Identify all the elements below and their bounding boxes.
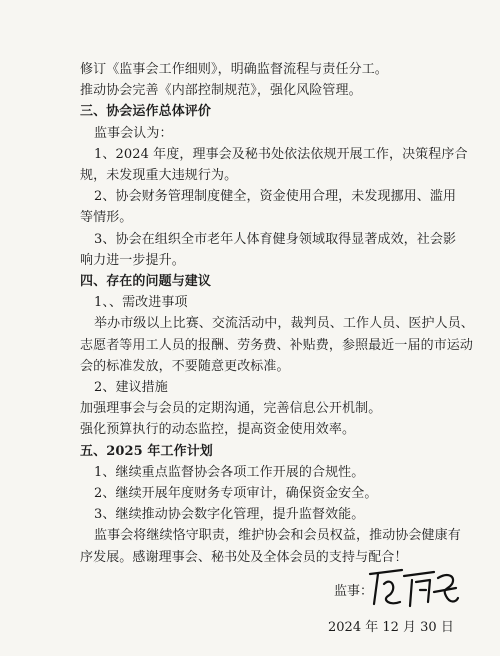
text-line: 3、协会在组织全市老年人体育健身领域取得显著成效，社会影 (94, 231, 457, 247)
handwritten-signature (364, 566, 462, 612)
section-heading: 三、协会运作总体评价 (80, 104, 212, 120)
text-line: 强化预算执行的动态监控，提高资金使用效率。 (80, 422, 356, 438)
text-line: 1、、需改进事项 (94, 295, 188, 311)
text-line: 1、2024 年度，理事会及秘书处依法依规开展工作，决策程序合 (94, 146, 468, 162)
signature-stroke (370, 570, 402, 604)
text-line: 规，未发现重大违规行为。 (80, 168, 238, 183)
section-heading: 四、存在的问题与建议 (80, 274, 212, 289)
text-line: 志愿者等用工人员的报酬、劳务费、补贴费，参照最近一届的市运动 (80, 337, 474, 353)
signature-date: 2024 年 12 月 30 日 (328, 620, 454, 635)
text-line: 推动协会完善《内部控制规范》，强化风险管理。 (80, 83, 362, 99)
text-line: 2、协会财务管理制度健全，资金使用合理，未发现挪用、滥用 (94, 189, 457, 205)
text-line: 修订《监事会工作细则》，明确监督流程与责任分工。 (80, 62, 388, 77)
text-line: 会的标准发放，不要随意更改标准。 (80, 358, 290, 374)
text-line: 举办市级以上比赛、交流活动中，裁判员、工作人员、医护人员、 (94, 316, 474, 332)
text-line: 监事会将继续恪守职责，维护协会和会员权益，推动协会健康有 (94, 528, 461, 544)
text-line: 2、建议措施 (94, 380, 168, 395)
text-line: 1、继续重点监督协会各项工作开展的合规性。 (94, 464, 365, 480)
text-line: 3、继续推动协会数字化管理，提升监督效能。 (94, 507, 365, 523)
text-line: 响力进一步提升。 (80, 252, 185, 268)
text-line: 序发展。感谢理事会、秘书处及全体会员的支持与配合！ (80, 549, 408, 565)
signature-label: 监事： (334, 584, 374, 599)
text-line: 监事会认为： (94, 125, 173, 141)
text-line: 等情形。 (80, 210, 133, 226)
text-line: 2、继续开展年度财务专项审计，确保资金安全。 (94, 486, 378, 501)
text-line: 加强理事会与会员的定期沟通，完善信息公开机制。 (80, 401, 382, 417)
section-heading: 五、2025 年工作计划 (80, 443, 213, 459)
signature-stroke (404, 572, 434, 606)
